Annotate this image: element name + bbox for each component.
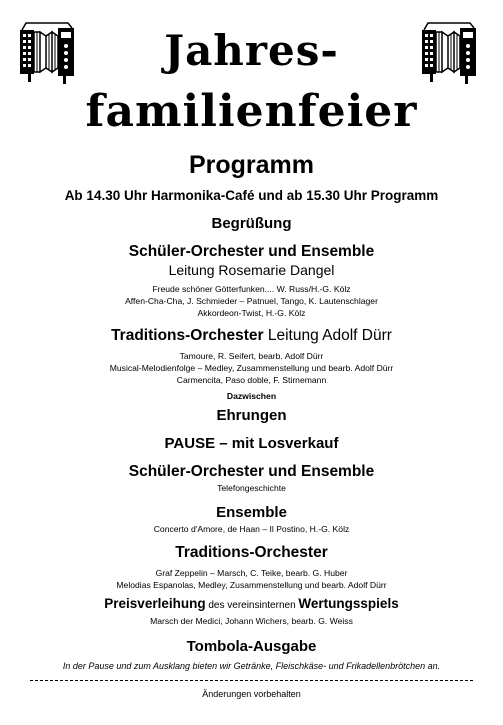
section2-item: Tamoure, R. Seifert, bearb. Adolf Dürr xyxy=(179,350,324,361)
preis-line xyxy=(0,595,503,615)
section2-title-main: Traditions-Orchester xyxy=(111,326,264,344)
begruessung-heading: Begrüßung xyxy=(211,215,292,232)
programm-heading: Programm xyxy=(188,151,315,179)
section1-item: Freude schöner Götterfunken.... W. Russ/H.-G. Kölz xyxy=(152,284,351,294)
section5-item: Melodias Espanolas, Medley, Zusammenstellung und bearb. Adolf Dürr xyxy=(116,580,387,591)
preis-item: Marsch der Medici, Johann Wichers, bearb. G. Weiss xyxy=(150,616,353,627)
footer-disclaimer: Änderungen vorbehalten xyxy=(202,689,301,699)
section2-note: Dazwischen xyxy=(226,391,277,402)
program-content xyxy=(0,150,503,657)
title-line-1: Jahres- xyxy=(164,26,339,75)
section1-title: Schüler-Orchester und Ensemble xyxy=(128,243,375,260)
section2-item: Musical-Melodienfolge – Medley, Zusammenstellung und bearb. Adolf Dürr xyxy=(109,362,394,373)
tombola-heading: Tombola-Ausgabe xyxy=(186,638,317,656)
section1-item: Affen-Cha-Cha, J. Schmieder – Patnuel, Tango, K. Lautenschlager xyxy=(125,296,378,307)
intro-line: Ab 14.30 Uhr Harmonika-Café und ab 15.30 Uhr Programm xyxy=(64,188,439,203)
title-line-2: familienfeier xyxy=(85,86,418,137)
section2-title-suffix: Leitung Adolf Dürr xyxy=(263,326,392,344)
section4-title: Ensemble xyxy=(216,503,287,521)
section1-item: Akkordeon-Twist, H.-G. Kölz xyxy=(197,308,306,319)
ehrungen-heading: Ehrungen xyxy=(216,407,287,425)
dashed-divider xyxy=(30,680,473,681)
section4-item: Concerto d'Amore, de Haan – Il Postino, H.-G. Kölz xyxy=(153,523,350,534)
section2-item: Carmencita, Paso doble, F. Stirnemann xyxy=(176,375,327,386)
preis-part3: Wertungsspiels xyxy=(298,596,399,612)
section5-title: Traditions-Orchester xyxy=(175,543,328,561)
section3-item: Telefongeschichte xyxy=(217,483,286,494)
preis-part1: Preisverleihung xyxy=(104,596,206,612)
pause-heading: PAUSE – mit Losverkauf xyxy=(164,435,339,453)
preis-part2: des vereinsinternen xyxy=(205,600,299,612)
section3-title: Schüler-Orchester und Ensemble xyxy=(128,463,375,481)
footer-note: In der Pause und zum Ausklang bieten wir Getränke, Fleischkäse- und Frikadellenbrötchen an. xyxy=(62,661,441,671)
section1-subtitle: Leitung Rosemarie Dangel xyxy=(168,262,335,278)
section2-title xyxy=(0,326,503,346)
section5-item: Graf Zeppelin – Marsch, C. Teike, bearb. G. Huber xyxy=(155,567,348,578)
